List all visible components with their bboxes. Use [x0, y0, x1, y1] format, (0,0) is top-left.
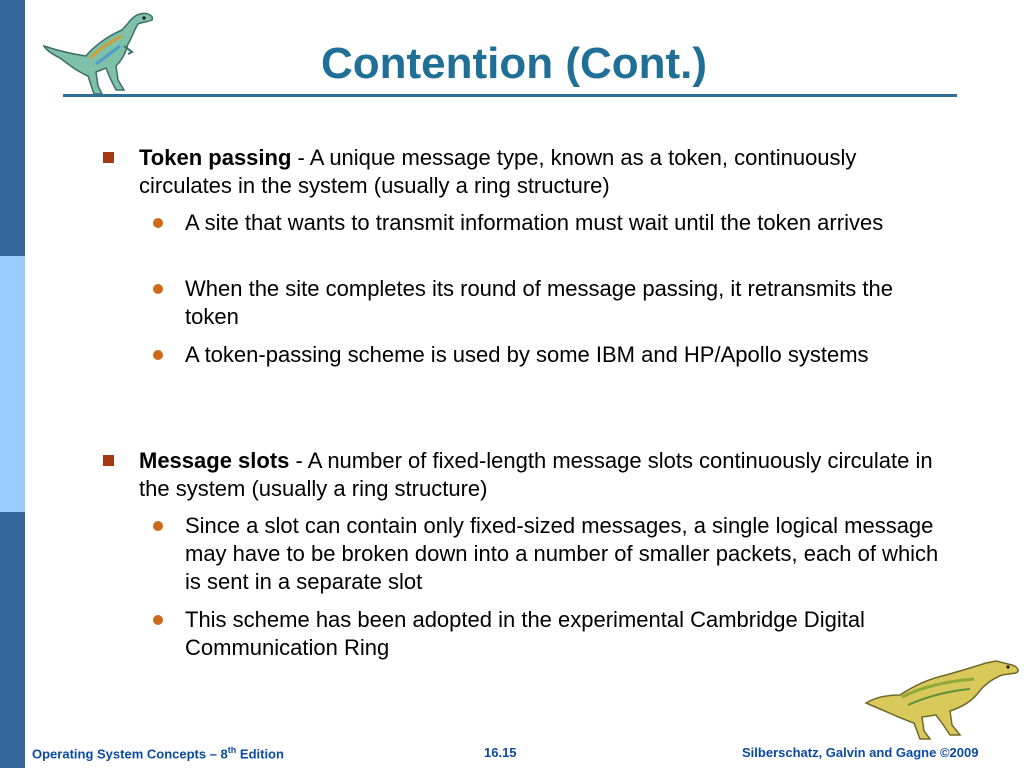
- bullet-term: Message slots: [139, 448, 290, 473]
- sub-bullet: [185, 512, 945, 596]
- sub-bullet: [185, 209, 945, 237]
- square-bullet-icon: [103, 152, 114, 163]
- bullet-text: - A unique message type, known as a token, continuously circulates in the system (usually a ring structure): [139, 145, 857, 198]
- bullet-text: - A number of fixed-length message slots continuously circulate in the system (usually a ring structure): [139, 448, 933, 501]
- sub-bullet-text: When the site completes its round of message passing, it retransmits the token: [185, 276, 893, 329]
- round-bullet-icon: [153, 521, 163, 531]
- sub-bullet-text: A site that wants to transmit information must wait until the token arrives: [185, 210, 884, 235]
- round-bullet-icon: [153, 350, 163, 360]
- sub-bullet-text: This scheme has been adopted in the experimental Cambridge Digital Communication Ring: [185, 607, 865, 660]
- bullet-token-passing: [139, 144, 949, 200]
- footer-title-sup: th: [227, 745, 237, 755]
- sub-bullet: [185, 606, 945, 662]
- footer-title-prefix: Operating System Concepts – 8: [32, 746, 228, 762]
- footer-book-title: [32, 745, 284, 761]
- square-bullet-icon: [103, 455, 114, 466]
- dinosaur-bottom-logo-icon: [862, 657, 1022, 741]
- sub-bullet-text: Since a slot can contain only fixed-sized messages, a single logical message may have to be broken down into a number of smaller packets, each of which is sent in a separate slot: [185, 513, 939, 594]
- sub-bullet: [185, 341, 945, 369]
- footer-page-number: 16.15: [484, 745, 517, 760]
- round-bullet-icon: [153, 218, 163, 228]
- bullet-term: Token passing: [139, 145, 292, 170]
- round-bullet-icon: [153, 615, 163, 625]
- bullet-message-slots: [139, 447, 949, 503]
- round-bullet-icon: [153, 284, 163, 294]
- slide-title: Contention (Cont.): [320, 39, 708, 88]
- footer-authors: Silberschatz, Galvin and Gagne ©2009: [742, 745, 979, 760]
- sub-bullet: [185, 275, 945, 331]
- sub-bullet-text: A token-passing scheme is used by some IBM and HP/Apollo systems: [185, 342, 869, 367]
- footer-title-suffix: Edition: [236, 746, 284, 762]
